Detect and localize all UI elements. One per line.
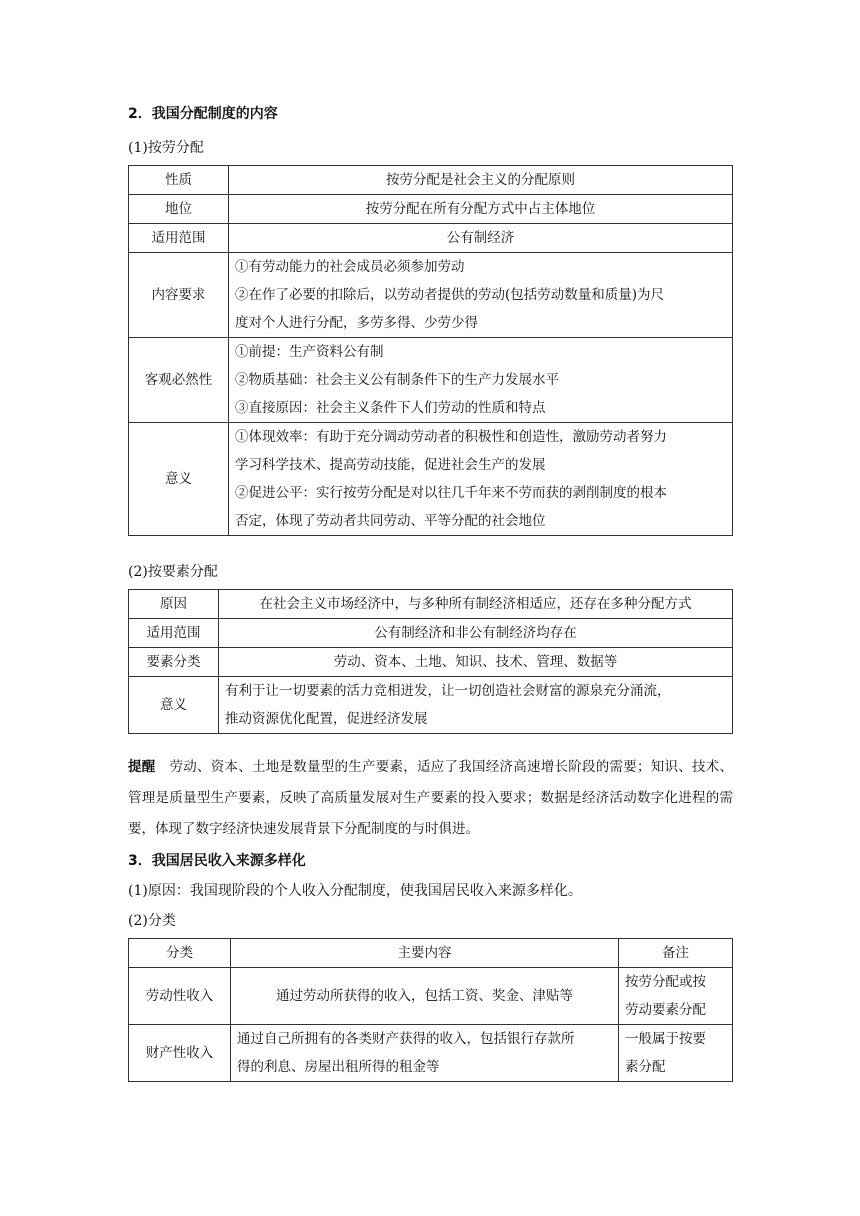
table-row	[129, 619, 733, 648]
note-line: 按劳分配或按	[625, 974, 706, 990]
content-line: ③直接原因：社会主义条件下人们劳动的性质和特点	[235, 400, 546, 416]
table-row	[129, 195, 733, 224]
row-content	[229, 338, 733, 423]
row-content: 公有制经济和非公有制经济均存在	[219, 619, 733, 648]
content-line: 通过自己所拥有的各类财产获得的收入，包括银行存款所	[237, 1031, 575, 1047]
row-note	[619, 968, 733, 1025]
table-row	[129, 338, 733, 423]
row-content	[229, 253, 733, 338]
row-label: 劳动性收入	[129, 968, 231, 1025]
row-content: 劳动、资本、土地、知识、技术、管理、数据等	[219, 648, 733, 677]
row-label: 意义	[129, 677, 219, 734]
reminder-paragraph	[128, 752, 733, 845]
labor-distribution-table	[128, 165, 733, 536]
reminder-text: 劳动、资本、土地是数量型的生产要素，适应了我国经济高速增长阶段的需要；知识、技术、管理是质量型生产要素，反映了高质量发展对生产要素的投入要求；数据是经济活动数字化进程的需要，体现了数字经济快速发展背景下分配制度的与时俱进。	[128, 759, 733, 837]
table-row	[129, 968, 733, 1025]
table-row	[129, 166, 733, 195]
table-row	[129, 677, 733, 734]
row-label: 内容要求	[129, 253, 229, 338]
table-row	[129, 224, 733, 253]
note-line: 劳动要素分配	[625, 1002, 706, 1018]
content-line: ②物质基础：社会主义公有制条件下的生产力发展水平	[235, 372, 559, 388]
column-header: 主要内容	[231, 939, 619, 968]
table-row	[129, 423, 733, 536]
row-content	[231, 1025, 619, 1082]
content-line: ①前提：生产资料公有制	[235, 344, 384, 360]
row-label: 要素分类	[129, 648, 219, 677]
row-label: 性质	[129, 166, 229, 195]
subheading-labor-distribution: (1)按劳分配	[128, 140, 204, 156]
row-content: 通过劳动所获得的收入，包括工资、奖金、津贴等	[231, 968, 619, 1025]
income-reason: (1)原因：我国现阶段的个人收入分配制度，使我国居民收入来源多样化。	[128, 883, 582, 899]
note-line: 素分配	[625, 1059, 666, 1075]
content-line: 学习科学技术、提高劳动技能，促进社会生产的发展	[235, 457, 546, 473]
table-header-row	[129, 939, 733, 968]
row-label: 原因	[129, 590, 219, 619]
content-line: ①有劳动能力的社会成员必须参加劳动	[235, 259, 465, 275]
row-label: 适用范围	[129, 619, 219, 648]
document-page	[128, 100, 733, 1082]
row-content: 在社会主义市场经济中，与多种所有制经济相适应，还存在多种分配方式	[219, 590, 733, 619]
column-header: 备注	[619, 939, 733, 968]
content-line: ②在作了必要的扣除后，以劳动者提供的劳动(包括劳动数量和质量)为尺	[235, 287, 665, 303]
table-row	[129, 590, 733, 619]
content-line: ①体现效率：有助于充分调动劳动者的积极性和创造性，激励劳动者努力	[235, 429, 667, 445]
row-label: 适用范围	[129, 224, 229, 253]
row-label: 客观必然性	[129, 338, 229, 423]
subheading-classification: (2)分类	[128, 913, 176, 929]
row-note	[619, 1025, 733, 1082]
content-line: 否定，体现了劳动者共同劳动、平等分配的社会地位	[235, 513, 546, 529]
row-content	[219, 677, 733, 734]
row-content: 按劳分配是社会主义的分配原则	[229, 166, 733, 195]
table-row	[129, 253, 733, 338]
content-line: 推动资源优化配置，促进经济发展	[225, 711, 428, 727]
income-classification-table	[128, 938, 733, 1082]
section-2-heading: 2．我国分配制度的内容	[128, 106, 278, 122]
row-content: 按劳分配在所有分配方式中占主体地位	[229, 195, 733, 224]
content-line: ②促进公平：实行按劳分配是对以往几千年来不劳而获的剥削制度的根本	[235, 485, 667, 501]
section-3-heading: 3．我国居民收入来源多样化	[128, 853, 306, 869]
subheading-factor-distribution: (2)按要素分配	[128, 564, 218, 580]
row-label: 地位	[129, 195, 229, 224]
content-line: 度对个人进行分配，多劳多得、少劳少得	[235, 315, 478, 331]
reminder-label: 提醒	[128, 759, 156, 775]
factor-distribution-table	[128, 589, 733, 734]
row-label: 财产性收入	[129, 1025, 231, 1082]
note-line: 一般属于按要	[625, 1031, 706, 1047]
row-content	[229, 423, 733, 536]
table-row	[129, 1025, 733, 1082]
column-header: 分类	[129, 939, 231, 968]
table-row	[129, 648, 733, 677]
row-content: 公有制经济	[229, 224, 733, 253]
content-line: 有利于让一切要素的活力竞相迸发，让一切创造社会财富的源泉充分涌流，	[225, 683, 671, 699]
content-line: 得的利息、房屋出租所得的租金等	[237, 1059, 440, 1075]
row-label: 意义	[129, 423, 229, 536]
